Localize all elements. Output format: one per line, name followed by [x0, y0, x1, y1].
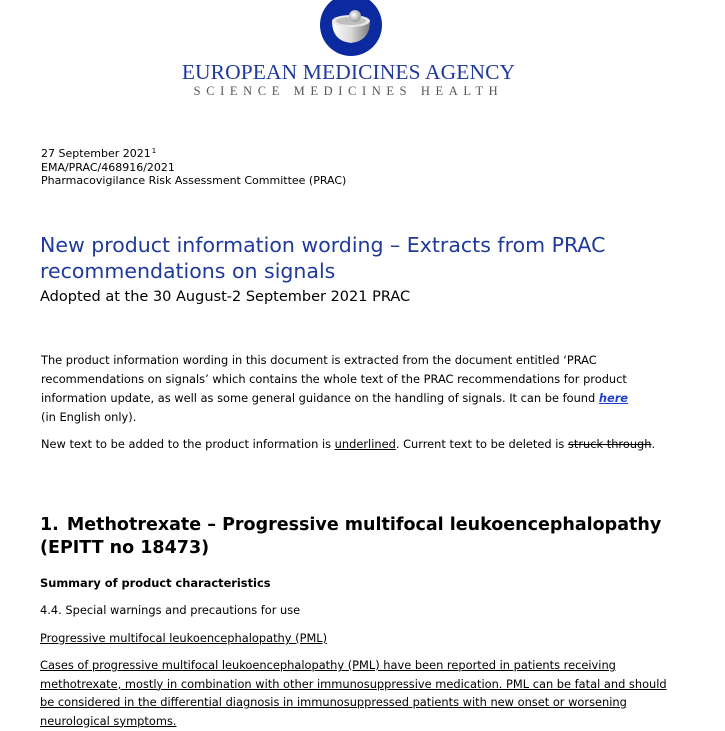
document-title: New product information wording – Extracts from PRAC recommendations on signals: [40, 233, 606, 283]
committee-name: Pharmacovigilance Risk Assessment Committee (PRAC): [41, 174, 347, 187]
pml-body: Cases of progressive multifocal leukoencephalopathy (PML) have been reported in patients receiving methotrexate, mostly in combination with other immunosuppressive medication. PML can be fatal and should be considered in the differential diagnosis in immunosuppressed patients with new onset or worsening neurological symptoms.: [40, 658, 667, 728]
struck-example: struck through: [567, 437, 652, 451]
underlined-example: underlined: [334, 437, 396, 451]
footnote-ref[interactable]: 1: [151, 147, 157, 155]
document-reference: EMA/PRAC/468916/2021: [41, 160, 175, 174]
agency-name: EUROPEAN MEDICINES AGENCY: [181, 60, 516, 84]
document-date: [41, 145, 346, 161]
smpc-subheading: Summary of product characteristics: [40, 576, 271, 590]
intro-section: [41, 351, 681, 462]
document-subtitle: Adopted at the 30 August-2 September 2021 PRAC: [40, 289, 411, 305]
section-number: 1.: [40, 515, 59, 535]
here-link[interactable]: here: [598, 391, 629, 405]
intro-tail: (in English only).: [41, 410, 137, 424]
legend-paragraph: [41, 435, 681, 454]
intro-text: The product information wording in this document is extracted from the document entitled ‘PRAC recommendations on signals’ which contains the whole text of the PRAC recommendations for product information update, as well as some general guidance on the handling of signals. It can be found: [41, 353, 627, 405]
ema-logo: [0, 0, 725, 110]
pml-heading: Progressive multifocal leukoencephalopathy (PML): [40, 631, 328, 645]
legend-lead: New text to be added to the product information is: [41, 437, 335, 451]
date-text: 27 September 2021: [41, 147, 151, 160]
legend-end: .: [651, 437, 656, 451]
ema-emblem-icon: [320, 0, 382, 56]
section-heading: [40, 514, 680, 560]
agency-tagline: SCIENCE MEDICINES HEALTH: [193, 84, 504, 98]
section-title: Methotrexate – Progressive multifocal leukoencephalopathy (EPITT no 18473): [40, 515, 662, 558]
intro-paragraph: [41, 351, 681, 427]
subsection-4-4: 4.4. Special warnings and precautions for use: [40, 603, 301, 617]
legend-mid: . Current text to be deleted is: [395, 437, 568, 451]
document-meta: [41, 145, 346, 188]
